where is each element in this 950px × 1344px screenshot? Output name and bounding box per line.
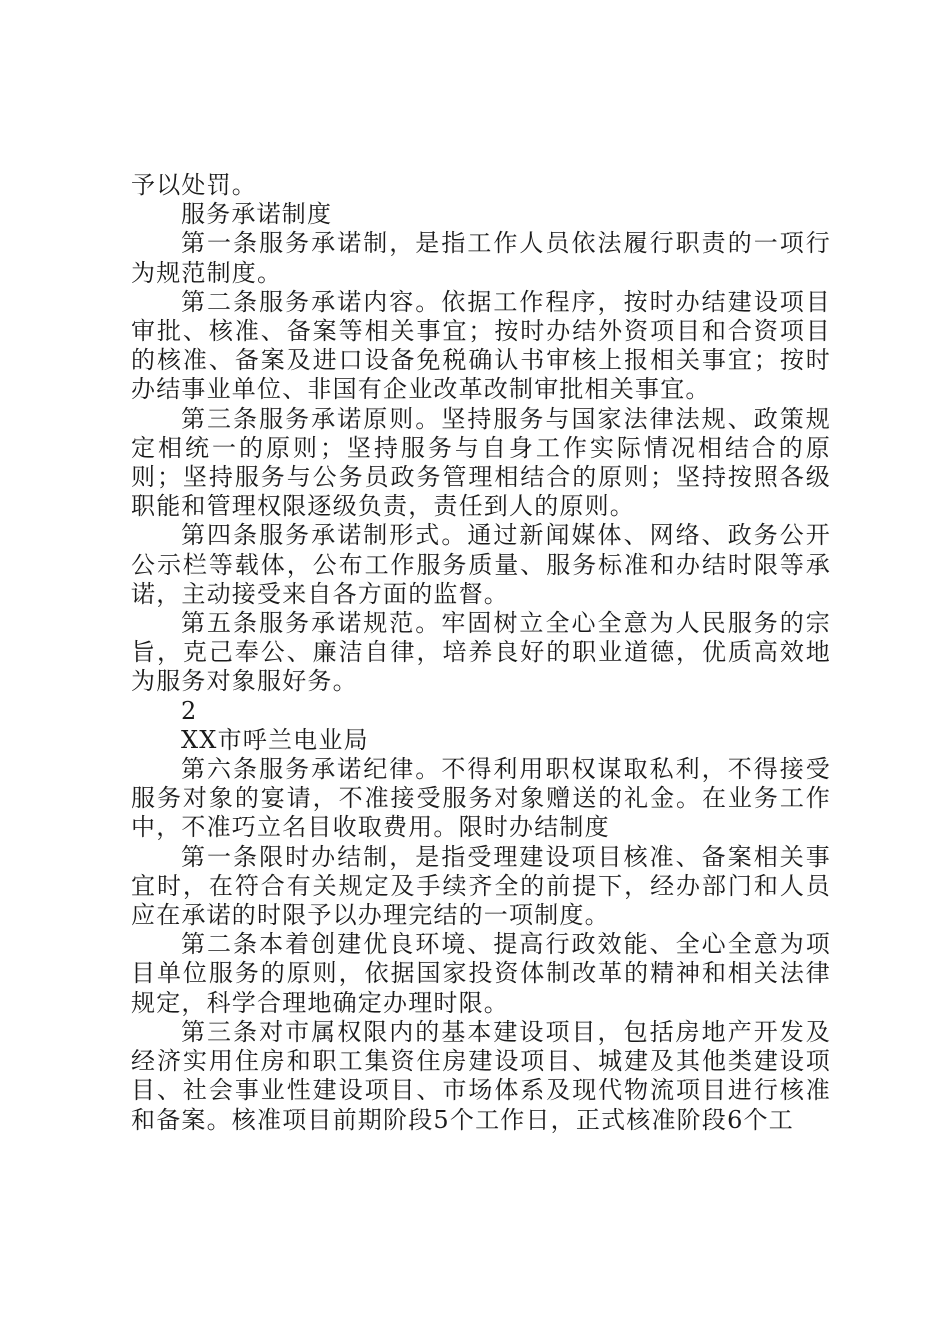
- article-4-commitment-form: 第四条服务承诺制形式。通过新闻媒体、网络、政务公开公示栏等载体，公布工作服务质量、服务标准和办结时限等承诺，主动接受来自各方面的监督。: [131, 521, 831, 608]
- article-1-commitment-definition: 第一条服务承诺制，是指工作人员依法履行职责的一项行为规范制度。: [131, 229, 831, 287]
- page-number: 2: [181, 696, 198, 725]
- article-2-commitment-content: 第二条服务承诺内容。依据工作程序，按时办结建设项目审批、核准、备案等相关事宜；按时办结外资项目和合资项目的核准、备案及进口设备免税确认书审核上报相关事宜；按时办结事业单位、非国有企业改革改制审批相关事宜。: [131, 287, 831, 404]
- document-body: [131, 171, 831, 1135]
- article-3-commitment-principles: 第三条服务承诺原则。坚持服务与国家法律法规、政策规定相统一的原则；坚持服务与自身工作实际情况相结合的原则；坚持服务与公务员政务管理相结合的原则；坚持按照各级职能和管理权限逐级负责，责任到人的原则。: [131, 404, 831, 521]
- paragraph-continuation: 予以处罚。: [131, 171, 257, 199]
- time-limit-article-2: 第二条本着创建优良环境、提高行政效能、全心全意为项目单位服务的原则，依据国家投资体制改革的精神和相关法律规定，科学合理地确定办理时限。: [131, 930, 831, 1017]
- time-limit-article-3: 第三条对市属权限内的基本建设项目，包括房地产开发及经济实用住房和职工集资住房建设项目、城建及其他类建设项目、社会事业性建设项目、市场体系及现代物流项目进行核准和备案。核准项目前期阶段5个工作日，正式核准阶段6个工: [131, 1017, 831, 1134]
- organization-name: XX市呼兰电业局: [181, 725, 369, 754]
- article-5-commitment-norms: 第五条服务承诺规范。牢固树立全心全意为人民服务的宗旨，克己奉公、廉洁自律，培养良好的职业道德，优质高效地为服务对象服好务。: [131, 609, 831, 696]
- article-6-commitment-discipline: 第六条服务承诺纪律。不得利用职权谋取私利，不得接受服务对象的宴请，不准接受服务对象赠送的礼金。在业务工作中，不准巧立名目收取费用。限时办结制度: [131, 755, 831, 842]
- time-limit-article-1: 第一条限时办结制，是指受理建设项目核准、备案相关事宜时，在符合有关规定及手续齐全的前提下，经办部门和人员应在承诺的时限予以办理完结的一项制度。: [131, 842, 831, 930]
- section-heading-service-commitment: 服务承诺制度: [181, 200, 333, 229]
